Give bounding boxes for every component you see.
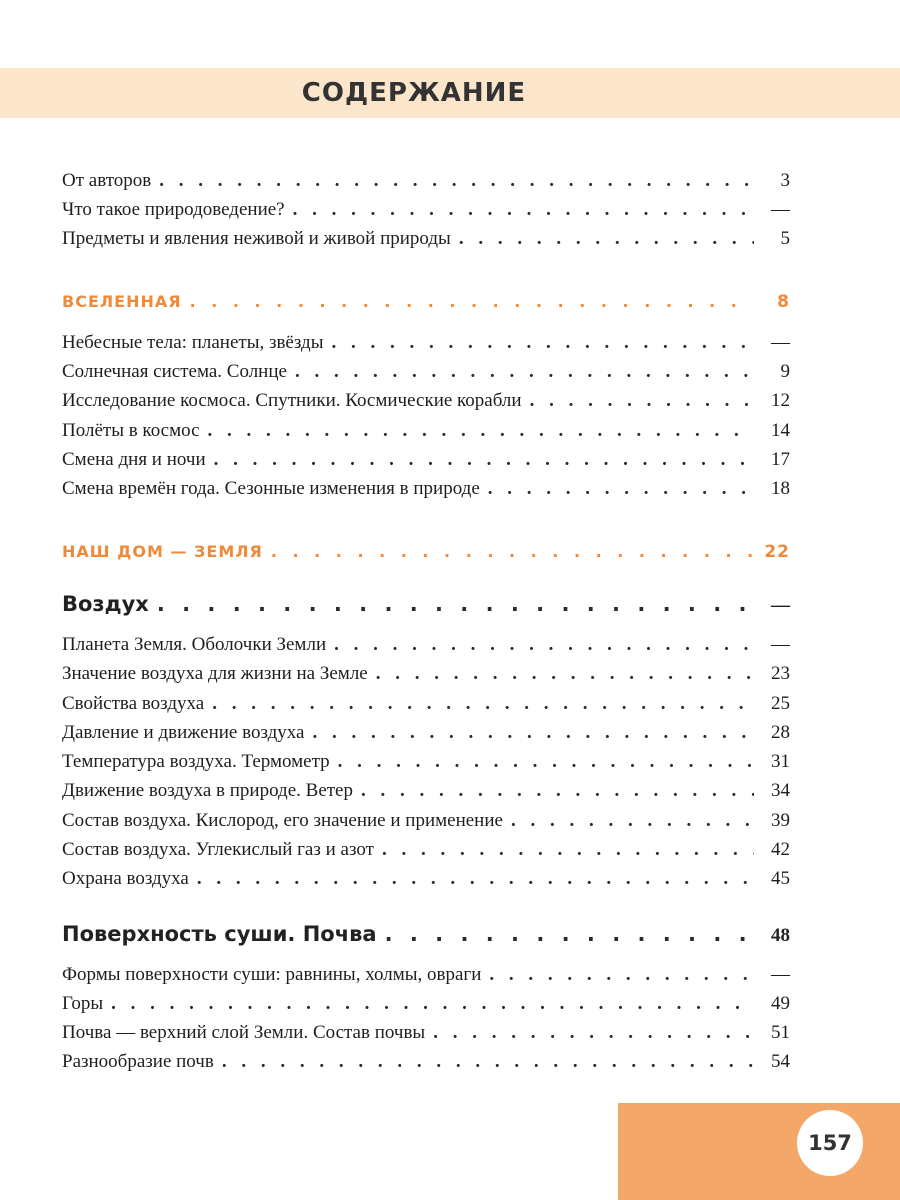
toc-entry[interactable] xyxy=(62,634,790,662)
toc-entry[interactable] xyxy=(62,868,790,896)
toc-chapter-title: Воздух xyxy=(62,592,149,616)
toc-leader-dots xyxy=(489,964,754,986)
toc-entry-title: Свойства воздуха xyxy=(62,693,205,714)
toc-leader-dots xyxy=(212,693,754,715)
toc-chapter-page: — xyxy=(771,595,790,616)
toc-entry-page: 25 xyxy=(771,693,790,714)
toc-entry[interactable] xyxy=(62,420,790,448)
toc-section-title: ВСЕЛЕННАЯ xyxy=(62,292,182,311)
toc-entry-title: Давление и движение воздуха xyxy=(62,722,305,743)
toc-leader-dots xyxy=(338,751,754,773)
toc-entry-title: Горы xyxy=(62,993,104,1014)
toc-entry[interactable] xyxy=(62,478,790,506)
toc-entry-page: 54 xyxy=(771,1051,790,1072)
toc-entry[interactable] xyxy=(62,228,790,256)
toc-entry[interactable] xyxy=(62,693,790,721)
toc-entry-page: 14 xyxy=(771,420,790,441)
toc-entry[interactable] xyxy=(62,1051,790,1079)
toc-entry[interactable] xyxy=(62,839,790,867)
toc-section-universe[interactable] xyxy=(62,292,790,320)
toc-entry-title: Предметы и явления неживой и живой природы xyxy=(62,228,451,249)
toc-entry-page: 42 xyxy=(771,839,790,860)
toc-entry-title: Температура воздуха. Термометр xyxy=(62,751,330,772)
toc-entry-title: Движение воздуха в природе. Ветер xyxy=(62,780,353,801)
toc-leader-dots xyxy=(459,228,754,250)
toc-entry-page: 3 xyxy=(780,170,790,191)
toc-leader-dots xyxy=(197,868,754,890)
toc-entry[interactable] xyxy=(62,361,790,389)
toc-entry-title: Смена дня и ночи xyxy=(62,449,206,470)
toc-entry-page: 23 xyxy=(771,663,790,684)
toc-entry-title: Значение воздуха для жизни на Земле xyxy=(62,663,368,684)
toc-section-page: 8 xyxy=(777,292,790,312)
toc-entry-page: 31 xyxy=(771,751,790,772)
toc-chapter-page: 48 xyxy=(771,925,790,946)
toc-entry-title: Состав воздуха. Углекислый газ и азот xyxy=(62,839,374,860)
toc-entry-page: 34 xyxy=(771,780,790,801)
toc-leader-dots xyxy=(361,780,754,802)
toc-leader-dots xyxy=(331,332,754,354)
toc-entry-title: Смена времён года. Сезонные изменения в природе xyxy=(62,478,480,499)
toc-leader-dots xyxy=(385,922,754,946)
toc-entry[interactable] xyxy=(62,663,790,691)
toc-entry-title: Охрана воздуха xyxy=(62,868,189,889)
toc-entry-title: Что такое природоведение? xyxy=(62,199,285,220)
toc-entry-title: Исследование космоса. Спутники. Космические корабли xyxy=(62,390,522,411)
toc-entry-title: Планета Земля. Оболочки Земли xyxy=(62,634,327,655)
toc-leader-dots xyxy=(214,449,754,471)
toc-leader-dots xyxy=(382,839,754,861)
toc-leader-dots xyxy=(312,722,754,744)
toc-leader-dots xyxy=(190,292,754,311)
toc-section-page: 22 xyxy=(764,542,790,562)
toc-entry-title: Полёты в космос xyxy=(62,420,200,441)
toc-entry-page: 12 xyxy=(771,390,790,411)
toc-entry-page: — xyxy=(771,634,790,655)
toc-entry[interactable] xyxy=(62,199,790,227)
toc-entry[interactable] xyxy=(62,1022,790,1050)
toc-entry-title: Солнечная система. Солнце xyxy=(62,361,287,382)
toc-leader-dots xyxy=(293,199,754,221)
toc-leader-dots xyxy=(376,663,754,685)
toc-entry-page: — xyxy=(771,332,790,353)
toc-leader-dots xyxy=(159,170,754,192)
toc-entry-page: 9 xyxy=(780,361,790,382)
toc-entry[interactable] xyxy=(62,751,790,779)
toc-section-earth[interactable] xyxy=(62,542,790,570)
toc-entry-title: Почва — верхний слой Земли. Состав почвы xyxy=(62,1022,426,1043)
toc-chapter-air[interactable] xyxy=(62,592,790,624)
toc-entry-page: 45 xyxy=(771,868,790,889)
toc-section-title: НАШ ДОМ — ЗЕМЛЯ xyxy=(62,542,263,561)
toc-entry-page: 39 xyxy=(771,810,790,831)
toc-entry-title: Разнообразие почв xyxy=(62,1051,214,1072)
toc-entry[interactable] xyxy=(62,332,790,360)
toc-entry-page: — xyxy=(771,199,790,220)
page-title: СОДЕРЖАНИЕ xyxy=(301,78,527,108)
toc-leader-dots xyxy=(530,390,754,412)
toc-chapter-land[interactable] xyxy=(62,922,790,954)
toc-entry[interactable] xyxy=(62,964,790,992)
toc-entry-page: 28 xyxy=(771,722,790,743)
toc-leader-dots xyxy=(271,542,754,561)
toc-leader-dots xyxy=(208,420,754,442)
toc-entry-page: 18 xyxy=(771,478,790,499)
toc-entry-title: Состав воздуха. Кислород, его значение и применение xyxy=(62,810,503,831)
toc-leader-dots xyxy=(157,592,754,616)
toc-leader-dots xyxy=(295,361,754,383)
toc-chapter-title: Поверхность суши. Почва xyxy=(62,922,377,946)
toc-entry[interactable] xyxy=(62,170,790,198)
page-number-badge: 157 xyxy=(797,1110,863,1176)
toc-entry-page: 51 xyxy=(771,1022,790,1043)
toc-entry-page: 17 xyxy=(771,449,790,470)
toc-entry-title: Формы поверхности суши: равнины, холмы, овраги xyxy=(62,964,482,985)
toc-entry[interactable] xyxy=(62,780,790,808)
toc-entry[interactable] xyxy=(62,993,790,1021)
toc-entry-title: Небесные тела: планеты, звёзды xyxy=(62,332,324,353)
toc-leader-dots xyxy=(433,1022,754,1044)
toc-leader-dots xyxy=(111,993,754,1015)
toc-entry-title: От авторов xyxy=(62,170,152,191)
toc-entry[interactable] xyxy=(62,449,790,477)
toc-entry[interactable] xyxy=(62,722,790,750)
toc-entry[interactable] xyxy=(62,810,790,838)
toc-leader-dots xyxy=(222,1051,754,1073)
toc-leader-dots xyxy=(488,478,754,500)
toc-entry[interactable] xyxy=(62,390,790,418)
toc-entry-page: 49 xyxy=(771,993,790,1014)
toc-entry-page: — xyxy=(771,964,790,985)
toc-leader-dots xyxy=(334,634,754,656)
toc-leader-dots xyxy=(511,810,754,832)
toc-entry-page: 5 xyxy=(780,228,790,249)
